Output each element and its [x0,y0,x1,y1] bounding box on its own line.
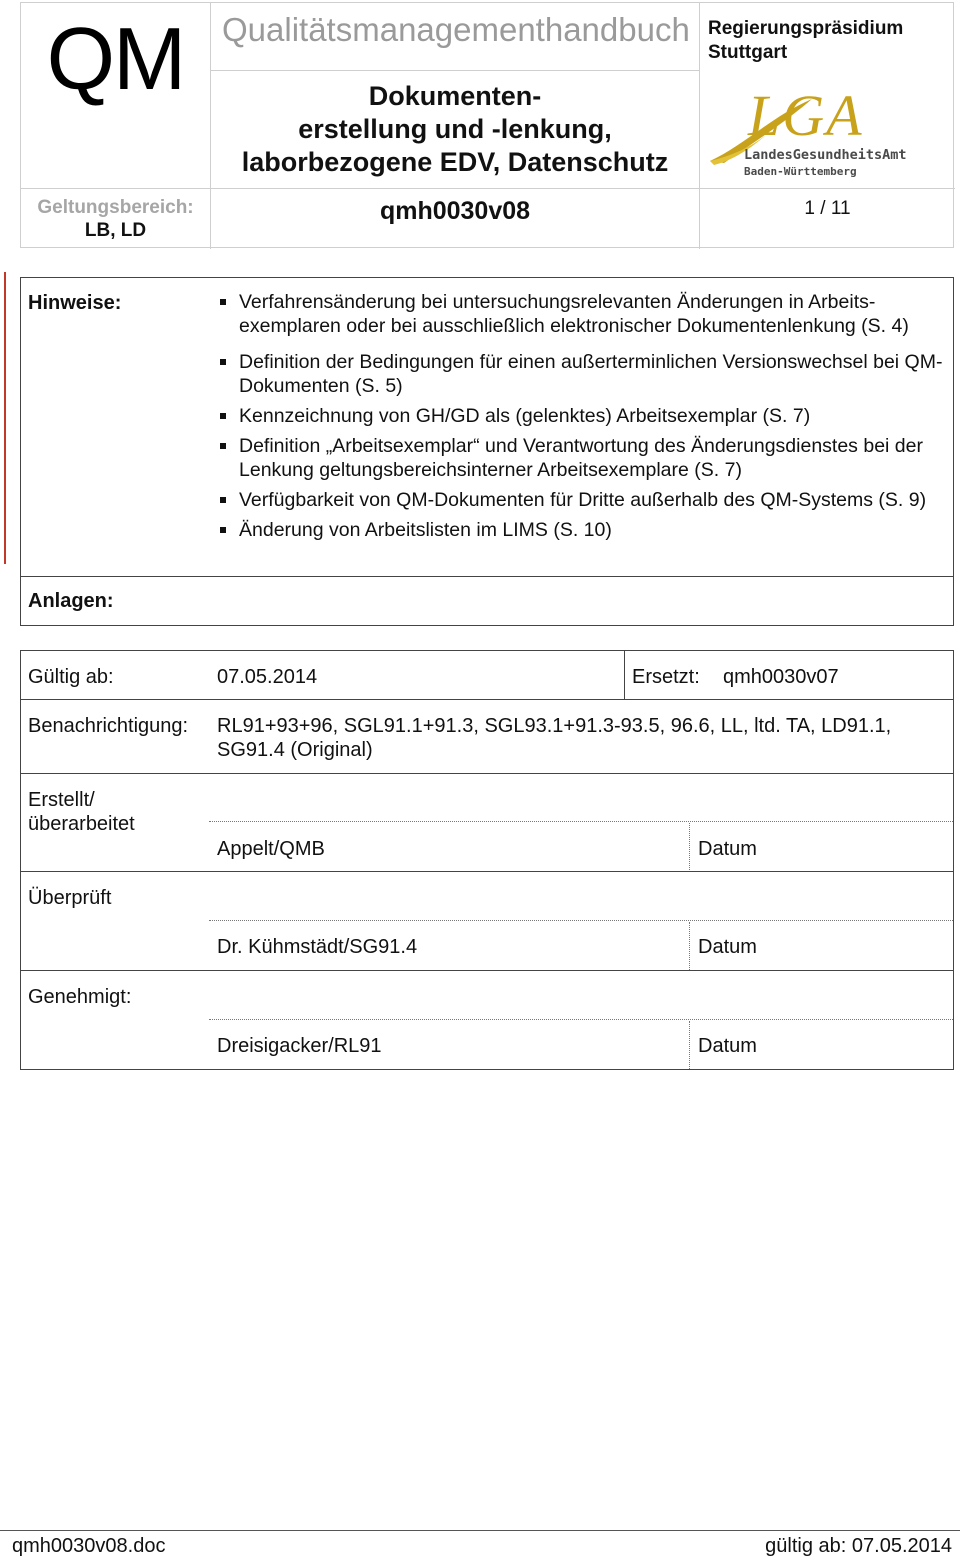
footer-divider [0,1530,960,1531]
note-text: Kennzeichnung von GH/GD als (gelenktes) Arbeitsexemplar (S. 7) [239,405,811,427]
column-divider [689,922,690,970]
note-text: Definition der Bedingungen für einen außerterminlichen Versionswechsel bei QM-Dokumenten (S. 5) [239,351,943,397]
signature-line [209,920,953,921]
created-by: Appelt/QMB [217,838,325,860]
checked-by: Dr. Kühmstädt/SG91.4 [217,936,418,958]
approved-by: Dreisigacker/RL91 [217,1035,382,1057]
replaces-label: Ersetzt: [632,666,700,688]
note-item [219,350,947,398]
note-item [219,488,947,512]
note-text: Verfügbarkeit von QM-Dokumenten für Dritte außerhalb des QM-Systems (S. 9) [239,489,927,511]
scope-label: Geltungsbereich: [37,197,194,218]
created-label-line: Erstellt/ [28,789,95,811]
scope-value: LB, LD [84,220,147,241]
checked-label: Überprüft [28,887,112,909]
column-divider [689,823,690,872]
created-label-line: überarbeitet [28,813,135,835]
lga-logo [704,75,954,185]
organization-name [708,17,903,65]
scope-cell [21,188,210,249]
bullet-icon [220,413,226,419]
notification-line: SG91.4 (Original) [217,739,373,761]
qm-mark-cell [21,3,210,188]
approval-table [20,650,954,1070]
logo-letters: LGA [748,83,864,148]
revision-marker-bar [4,272,6,564]
signature-line [209,821,953,822]
row-divider [21,773,953,774]
notes-divider [21,576,953,577]
signature-line [209,1019,953,1020]
handbook-title-cell [210,3,699,71]
column-divider [624,651,625,700]
document-title-line: Dokumenten- [368,81,542,111]
date-label: Datum [698,838,757,860]
note-text: Definition „Arbeitsexemplar“ und Verantwortung des Änderungsdienstes bei der Lenkung geltungsbereichsinterner Arbeitsexemplare (S. 7) [239,435,923,481]
organization-cell [699,3,955,188]
footer-filename: qmh0030v08.doc [12,1535,166,1557]
logo-text-line1: LandesGesundheitsAmt [744,147,907,163]
note-item [219,518,947,542]
qm-mark: QM [46,9,185,108]
replaces-value: qmh0030v07 [723,666,839,688]
note-text: Verfahrensänderung bei untersuchungsrelevanten Änderungen in Arbeits- exemplaren oder bei ausschließlich elektronischer Dokumentenlenkung (S. 4) [239,291,909,337]
handbook-title: Qualitätsmanagementhandbuch [222,11,690,48]
bullet-icon [220,443,226,449]
attachments-label: Anlagen: [28,590,114,612]
bullet-icon [220,497,226,503]
notification-label: Benachrichtigung: [28,715,189,737]
valid-from-value: 07.05.2014 [217,666,318,688]
date-label: Datum [698,936,757,958]
approved-label: Genehmigt: [28,986,132,1008]
notes-box [20,277,954,626]
row-divider [21,699,953,700]
notes-label: Hinweise: [28,292,122,314]
valid-from-label: Gültig ab: [28,666,114,688]
bullet-icon [220,299,226,305]
note-text: Änderung von Arbeitslisten im LIMS (S. 10) [239,519,612,541]
row-divider [21,970,953,971]
document-title [210,71,699,188]
notes-list [219,290,947,548]
column-divider [689,1021,690,1069]
note-item [219,404,947,428]
document-title-line: laborbezogene EDV, Datenschutz [241,147,669,177]
page-number-cell [699,188,955,249]
notification-line: RL91+93+96, SGL91.1+91.3, SGL93.1+91.3-93.5, 96.6, LL, ltd. TA, LD91.1, [217,715,892,737]
page-number: 1 / 11 [804,198,851,219]
document-title-line: erstellung und -lenkung, [298,114,612,144]
date-label: Datum [698,1035,757,1057]
footer-valid-date: gültig ab: 07.05.2014 [765,1535,952,1557]
logo-text-line2: Baden-Württemberg [744,165,857,178]
note-item [219,290,947,338]
note-item [219,434,947,482]
document-header [20,2,954,248]
organization-line: Stuttgart [708,42,788,63]
doc-id: qmh0030v08 [379,197,531,225]
bullet-icon [220,359,226,365]
row-divider [21,871,953,872]
bullet-icon [220,527,226,533]
doc-id-cell [210,188,699,249]
organization-line: Regierungspräsidium [708,18,904,39]
